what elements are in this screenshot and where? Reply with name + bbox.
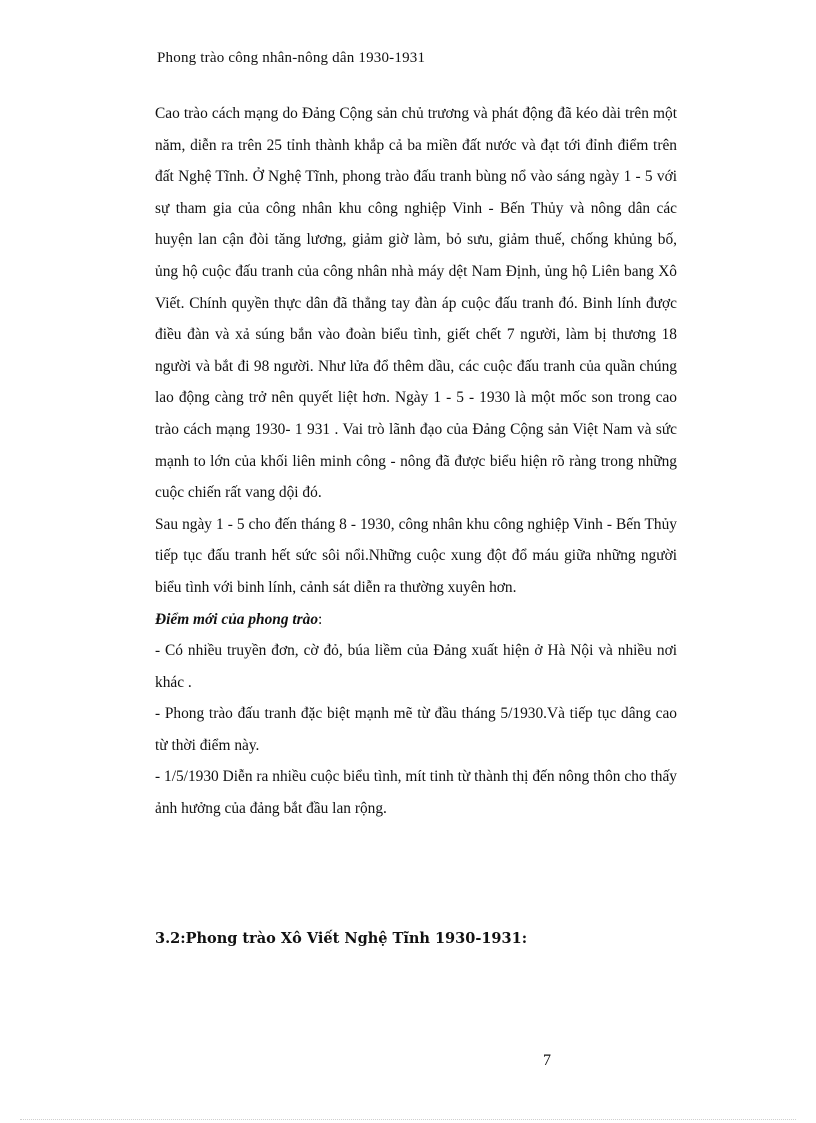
new-points-heading-text: Điểm mới của phong trào	[155, 610, 319, 628]
list-item-3: - 1/5/1930 Diễn ra nhiều cuộc biểu tình, mít tinh từ thành thị đến nông thôn cho thấy ảnh hưởng của đảng bắt đầu lan rộng.	[155, 768, 677, 818]
paragraph-2: Sau ngày 1 - 5 cho đến tháng 8 - 1930, công nhân khu công nghiệp Vinh - Bến Thủy tiếp tục đấu tranh hết sức sôi nổi.Những cuộc xung đột đổ máu giữa những người biểu tình với binh lính, cảnh sát diễn ra thường xuyên hơn.	[155, 515, 677, 596]
new-points-heading-suffix: :	[318, 610, 323, 628]
section-heading: 3.2:Phong trào Xô Viết Nghệ Tĩnh 1930-1931:	[155, 930, 528, 947]
body-text	[155, 98, 677, 825]
running-header: Phong trào công nhân-nông dân 1930-1931	[157, 50, 426, 66]
list-item-2: - Phong trào đấu tranh đặc biệt mạnh mẽ từ đầu tháng 5/1930.Và tiếp tục dâng cao từ thời điểm này.	[155, 705, 677, 754]
page-bottom-rule	[20, 1119, 796, 1120]
new-points-heading	[155, 604, 677, 636]
page-number: 7	[543, 1052, 551, 1069]
list-item-1: - Có nhiều truyền đơn, cờ đỏ, búa liềm của Đảng xuất hiện ở Hà Nội và nhiều nơi khác .	[155, 642, 677, 691]
paragraph-1: Cao trào cách mạng do Đảng Cộng sản chủ trương và phát động đã kéo dài trên một năm, diễn ra trên 25 tỉnh thành khắp cả ba miền đất nước và đạt tới đỉnh điểm trên đất Nghệ Tĩnh. Ở Nghệ Tĩnh, phong trào đấu tranh bùng nổ vào sáng ngày 1 - 5 với sự tham gia của công nhân khu công nghiệp Vinh - Bến Thủy và nông dân các huyện lan cận đòi tăng lương, giảm giờ làm, bỏ sưu, giảm thuế, chống khủng bố, ủng hộ cuộc đấu tranh của công nhân nhà máy dệt Nam Định, ủng hộ Liên bang Xô Viết. Chính quyền thực dân đã thẳng tay đàn áp cuộc đấu tranh đó. Binh lính được điều đàn và xả súng bắn vào đoàn biểu tình, giết chết 7 người, làm bị thương 18 người và bắt đi 98 người. Như lửa đổ thêm dầu, các cuộc đấu tranh của quần chúng lao động càng trở nên quyết liệt hơn. Ngày 1 - 5 - 1930 là một mốc son trong cao trào cách mạng 1930- 1 931 . Vai trò lãnh đạo của Đảng Cộng sản Việt Nam và sức mạnh to lớn của khối liên minh công - nông đã được biểu hiện rõ ràng trong những cuộc chiến rất vang dội đó.	[155, 105, 677, 502]
